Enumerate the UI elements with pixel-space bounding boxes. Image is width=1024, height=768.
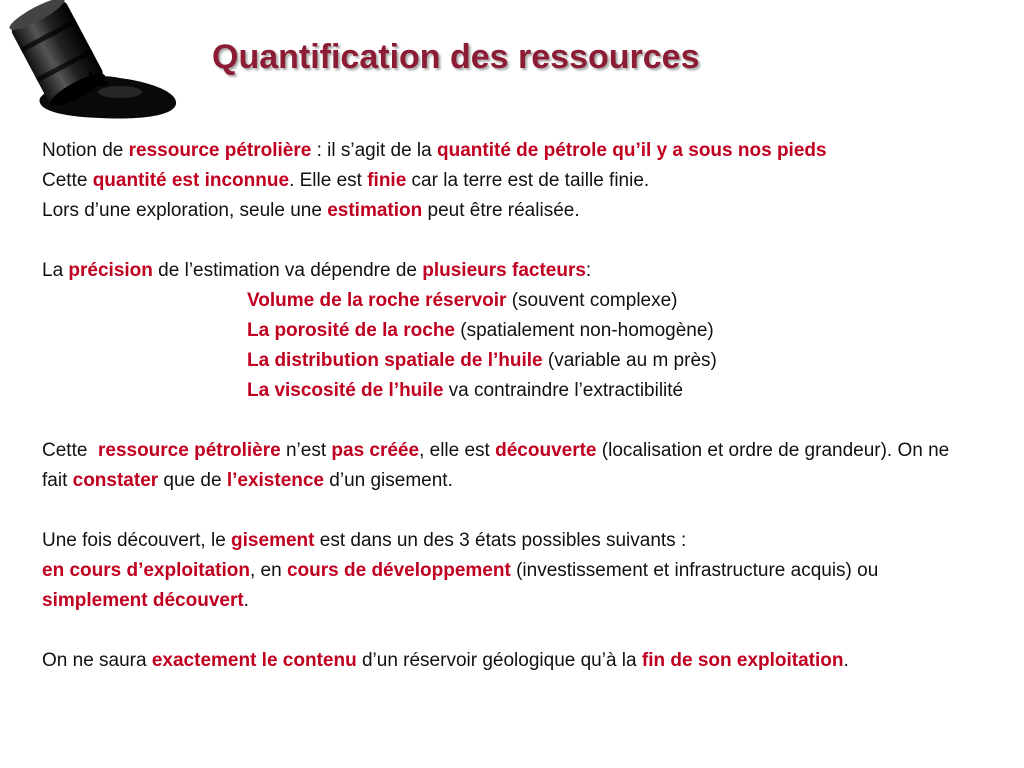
text: : il s’agit de la xyxy=(311,140,437,161)
factor-item xyxy=(42,376,992,406)
paragraph-states-list xyxy=(42,556,962,616)
emphasis: découverte xyxy=(495,440,597,461)
emphasis: gisement xyxy=(231,530,315,551)
emphasis: ressource pétrolière xyxy=(97,440,281,461)
text: car la terre est de taille finie. xyxy=(406,170,650,191)
emphasis: ressource pétrolière xyxy=(128,140,312,161)
emphasis: quantité est inconnue xyxy=(92,170,290,191)
emphasis: fin de son exploitation xyxy=(641,650,844,671)
emphasis: exactement le contenu xyxy=(151,650,357,671)
emphasis: pas créée xyxy=(331,440,420,461)
text: Lors d’une exploration, seule une xyxy=(42,200,328,221)
factor-item xyxy=(42,316,992,346)
text: d’un réservoir géologique qu’à la xyxy=(356,650,642,671)
text: . Elle est xyxy=(289,170,368,191)
text: n’est xyxy=(280,440,332,461)
factor-detail: va contraindre l’extractibilité xyxy=(443,380,684,401)
text: La xyxy=(42,260,69,281)
text: de l’estimation va dépendre de xyxy=(152,260,423,281)
text: d’un gisement. xyxy=(324,470,453,491)
emphasis: estimation xyxy=(327,200,423,221)
emphasis: simplement découvert xyxy=(42,590,244,611)
text: Une fois découvert, le xyxy=(42,530,232,551)
emphasis: constater xyxy=(72,470,159,491)
emphasis: précision xyxy=(68,260,153,281)
text: Cette xyxy=(42,170,93,191)
text: que de xyxy=(158,470,227,491)
factor-name: La porosité de la roche xyxy=(247,320,455,341)
text: , elle est xyxy=(419,440,496,461)
text: : xyxy=(585,260,592,281)
paragraph-precision xyxy=(42,256,992,286)
emphasis: l’existence xyxy=(226,470,324,491)
text: On ne saura xyxy=(42,650,152,671)
text: (investissement et infrastructure acquis) ou xyxy=(510,560,879,581)
emphasis: quantité de pétrole qu’il y a sous nos pieds xyxy=(437,140,827,161)
factor-item xyxy=(42,346,992,376)
text: . xyxy=(243,590,249,611)
paragraph-estimation xyxy=(42,196,992,226)
text: peut être réalisée. xyxy=(422,200,580,221)
text: est dans un des 3 états possibles suivants : xyxy=(314,530,687,551)
paragraph-conclusion xyxy=(42,646,962,676)
paragraph-resource-notion xyxy=(42,136,992,166)
factor-item xyxy=(42,286,992,316)
factor-name: La viscosité de l’huile xyxy=(247,380,444,401)
factor-detail: (spatialement non-homogène) xyxy=(455,320,714,341)
paragraph-quantity-unknown xyxy=(42,166,992,196)
emphasis: plusieurs facteurs xyxy=(422,260,586,281)
slide-title: Quantification des ressources xyxy=(212,38,700,76)
emphasis: cours de développement xyxy=(286,560,511,581)
paragraph-three-states xyxy=(42,526,992,556)
factor-name: La distribution spatiale de l’huile xyxy=(247,350,543,371)
text: . xyxy=(843,650,849,671)
factor-detail: (variable au m près) xyxy=(542,350,717,371)
factor-name: Volume de la roche réservoir xyxy=(247,290,507,311)
text: Notion de xyxy=(42,140,129,161)
emphasis: finie xyxy=(367,170,407,191)
factor-detail: (souvent complexe) xyxy=(506,290,678,311)
emphasis: en cours d’exploitation xyxy=(42,560,250,581)
paragraph-discovered xyxy=(42,436,962,496)
text: (localisation et ordre de grandeur). On ne fait xyxy=(42,440,950,491)
text: , en xyxy=(249,560,287,581)
oil-barrel-spill-icon xyxy=(0,0,200,125)
slide-body xyxy=(42,136,992,676)
text: Cette xyxy=(42,440,98,461)
